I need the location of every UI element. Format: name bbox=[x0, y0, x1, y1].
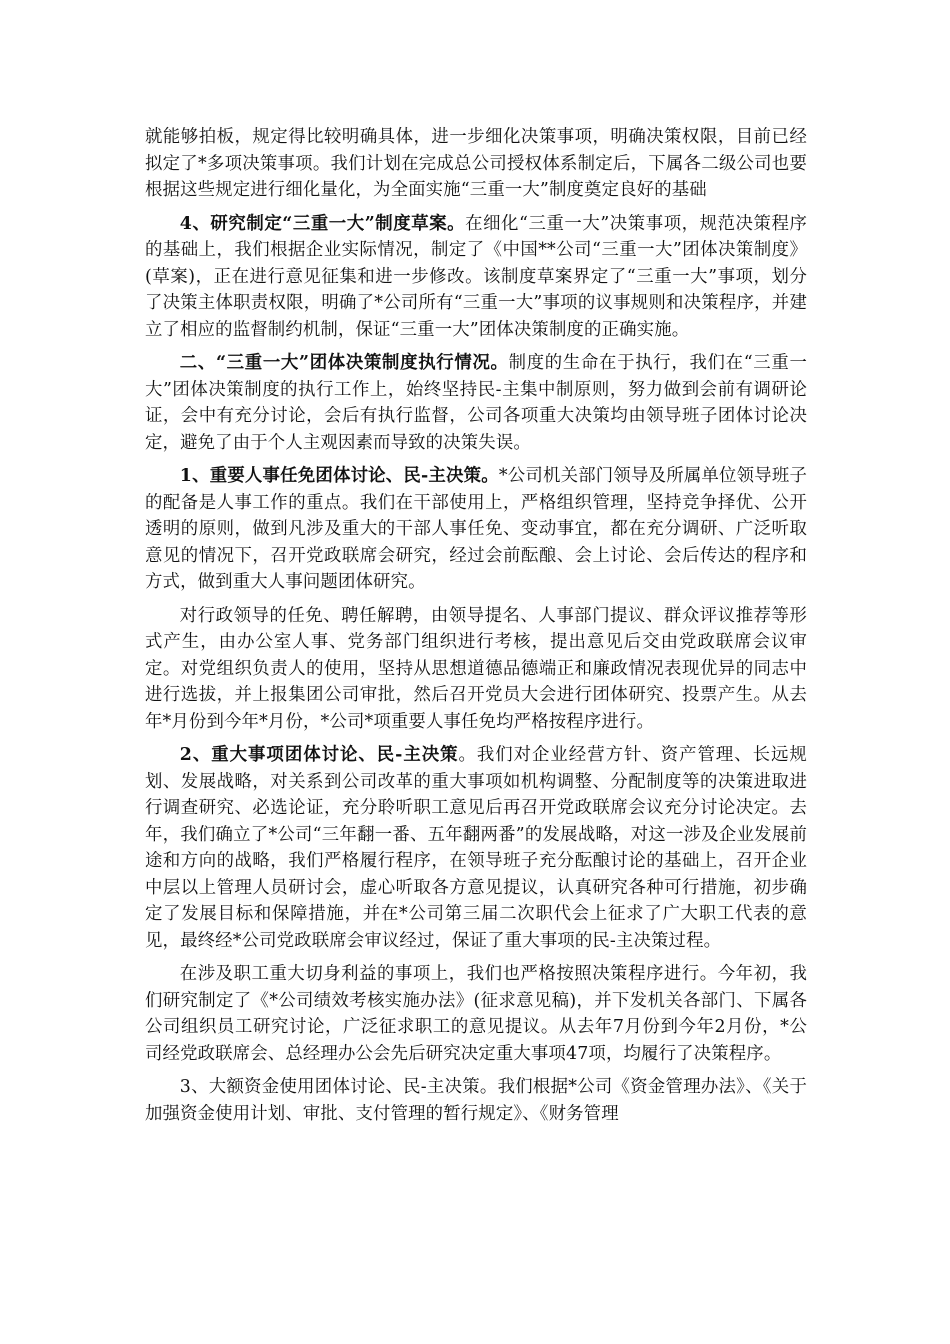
paragraph-lead: 1、重要人事任免团体讨论、民-主决策。 bbox=[179, 466, 499, 486]
paragraph-4 bbox=[145, 463, 807, 596]
paragraph-body: 对行政领导的任免、聘任解聘，由领导提名、人事部门提议、群众评议推荐等形式产生，由办公室人事、党务部门组织进行考核，提出意见后交由党政联席会议审定。对党组织负责人的使用，坚持从思想道德品德端正和廉政情况表现优异的同志中进行选拔，并上报集团公司审批，然后召开党员大会进行团体研究、投票产生。从去年*月份到今年*月份，*公司*项重要人事任免均严格按程序进行。 bbox=[145, 605, 807, 732]
paragraph-body: 在涉及职工重大切身利益的事项上，我们也严格按照决策程序进行。今年初，我们研究制定了《*公司绩效考核实施办法》(征求意见稿)，并下发机关各部门、下属各公司组织员工研究讨论，广泛征求职工的意见提议。从去年7月份到今年2月份，*公司经党政联席会、总经理办公会先后研究决定重大事项47项，均履行了决策程序。 bbox=[145, 964, 807, 1064]
paragraph-body: 在细化“三重一大”决策事项，规范决策程序的基础上，我们根据企业实际情况，制定了《中国**公司“三重一大”团体决策制度》(草案)，正在进行意见征集和进一步修改。该制度草案界定了“三重一大”事项，划分了决策主体职责权限，明确了*公司所有“三重一大”事项的议事规则和决策程序，并建立了相应的监督制约机制，保证“三重一大”团体决策制度的正确实施。 bbox=[145, 213, 807, 340]
paragraph-body: *公司机关部门领导及所属单位领导班子的配备是人事工作的重点。我们在干部使用上，严格组织管理，坚持竞争择优、公开透明的原则，做到凡涉及重大的干部人事任免、变动事宜，都在充分调研、广泛听取意见的情况下，召开党政联席会研究，经过会前酝酿、会上讨论、会后传达的程序和方式，做到重大人事问题团体研究。 bbox=[145, 466, 808, 592]
document-page bbox=[145, 124, 807, 1134]
paragraph-body: 。我们对企业经营方针、资产管理、长远规划、发展战略，对关系到公司改革的重大事项如机构调整、分配制度等的决策进取进行调查研究、必选论证，充分聆听职工意见后再召开党政联席会议充分讨论决定。去年，我们确立了*公司“三年翻一番、五年翻两番”的发展战略，对这一涉及企业发展前途和方向的战略，我们严格履行程序，在领导班子充分酝酿讨论的基础上，召开企业中层以上管理人员研讨会，虚心听取各方意见提议，认真研究各种可行措施，初步确定了发展目标和保障措施，并在*公司第三届二次职代会上征求了广大职工代表的意见，最终经*公司党政联席会审议经过，保证了重大事项的民-主决策过程。 bbox=[145, 745, 807, 951]
paragraph-lead: 二、“三重一大”团体决策制度执行情况。 bbox=[179, 353, 509, 373]
paragraph-7 bbox=[145, 961, 807, 1067]
paragraph-2 bbox=[145, 211, 807, 344]
paragraph-body: 制度的生命在于执行，我们在“三重一大”团体决策制度的执行工作上，始终坚持民-主集中制原则，努力做到会前有调研论证，会中有充分讨论，会后有执行监督，公司各项重大决策均由领导班子团体讨论决定，避免了由于个人主观因素而导致的决策失误。 bbox=[145, 353, 807, 453]
paragraph-body: 就能够拍板，规定得比较明确具体，进一步细化决策事项，明确决策权限，目前已经拟定了*多项决策事项。我们计划在完成总公司授权体系制定后，下属各二级公司也要根据这些规定进行细化量化，为全面实施“三重一大”制度奠定良好的基础 bbox=[145, 127, 807, 200]
paragraph-3 bbox=[145, 350, 807, 456]
paragraph-lead: 4、研究制定“三重一大”制度草案。 bbox=[179, 213, 466, 234]
paragraph-1 bbox=[145, 124, 807, 204]
paragraph-5 bbox=[145, 603, 807, 736]
paragraph-8 bbox=[145, 1074, 807, 1127]
paragraph-lead: 2、重大事项团体讨论、民-主决策 bbox=[179, 745, 459, 765]
paragraph-6 bbox=[145, 742, 807, 954]
paragraph-body: 3、大额资金使用团体讨论、民-主决策。我们根据*公司《资金管理办法》、《关于加强资金使用计划、审批、支付管理的暂行规定》、《财务管理 bbox=[145, 1077, 807, 1124]
